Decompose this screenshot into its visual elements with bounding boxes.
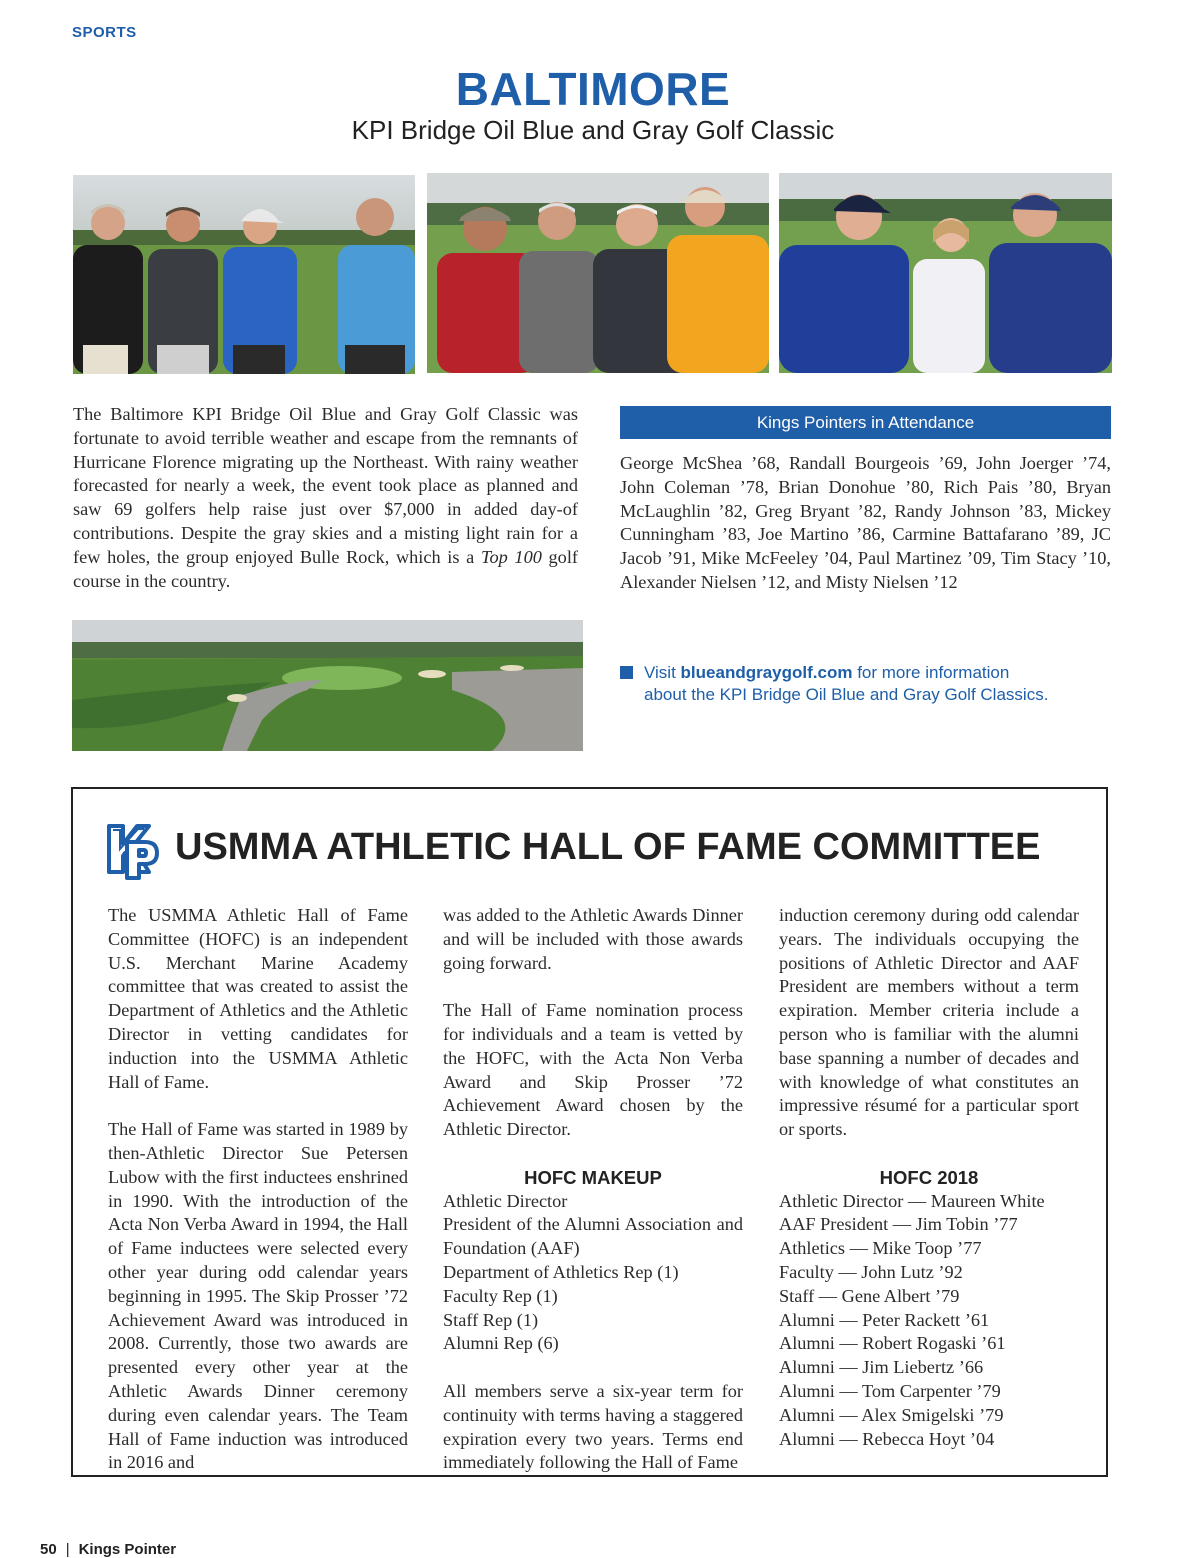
roster-item: Alumni — Jim Liebertz ’66: [779, 1357, 984, 1378]
list-item: Alumni Rep (6): [443, 1333, 559, 1354]
roster-item: Faculty — John Lutz ’92: [779, 1261, 963, 1282]
makeup-heading: HOFC MAKEUP: [524, 1166, 662, 1188]
intro-paragraph: The Baltimore KPI Bridge Oil Blue and Gray Golf Classic was fortunate to avoid terrible weather and escape from the remnants of Hurricane Florence migrating up the Northeast. With rainy weather forecasted for nearly a week, the event took place as planned and saw 69 golfers help raise just over $7,000 in added day-of contributions. Despite the gray skies and a misting light rain for a few holes, the group enjoyed Bulle Rock, which is a Top 100 golf course in the country.: [73, 404, 578, 591]
attendance-heading: Kings Pointers in Attendance: [620, 406, 1111, 439]
page-subtitle: KPI Bridge Oil Blue and Gray Golf Classic: [351, 115, 835, 145]
page-number: 50: [40, 1541, 57, 1558]
hof-column-1: [108, 904, 408, 1475]
photo-golfers-group-1: [73, 175, 415, 374]
page-footer: [40, 1541, 176, 1558]
list-item: Faculty Rep (1): [443, 1285, 558, 1306]
photo-golf-course: [72, 620, 583, 751]
section-label: SPORTS: [72, 24, 137, 41]
roster-item: Alumni — Alex Smigelski ’79: [779, 1404, 1004, 1425]
roster-item: Athletic Director — Maureen White: [779, 1190, 1045, 1211]
attendance-names: George McShea ’68, Randall Bourgeois ’69, John Joerger ’74, John Coleman ’78, Brian Donohue ’80, Rich Pais ’80, Bryan McLaughlin ’82, Greg Bryant ’82, Randy Johnson ’83, Mickey Cunningham ’83, Joe Martino ’86, Carmine Battafarano ’89, JC Jacob ’91, Mike McFeeley ’04, Paul Martinez ’09, Tim Stacy ’10, Alexander Nielsen ’12, and Misty Nielsen ’12: [620, 453, 1111, 592]
footer-divider: |: [65, 1541, 70, 1558]
roster-item: Alumni — Rebecca Hoyt ’04: [779, 1428, 995, 1449]
list-item: Department of Athletics Rep (1): [443, 1261, 679, 1282]
list-item: Athletic Director: [443, 1190, 568, 1211]
hof-title: USMMA ATHLETIC HALL OF FAME COMMITTEE: [175, 826, 1041, 868]
photo-golfers-group-2: [427, 173, 769, 373]
photo-golfers-group-3: [779, 173, 1112, 373]
roster-item: Alumni — Tom Carpenter ’79: [779, 1380, 1001, 1401]
kp-logo-icon: [107, 822, 159, 885]
list-item: Staff Rep (1): [443, 1309, 539, 1330]
hof-col2-para-3: All members serve a six-year term for continuity with terms having a staggered expiration every two years. Terms end immediately following the Hall of Fame: [443, 1380, 743, 1473]
list-item: President of the Alumni Association and Foundation (AAF): [443, 1214, 743, 1259]
hof-column-2: [443, 904, 743, 1475]
roster-item: Alumni — Peter Rackett ’61: [779, 1309, 990, 1330]
page-title: BALTIMORE: [455, 63, 731, 115]
roster-item: Athletics — Mike Toop ’77: [779, 1238, 982, 1259]
publication-name: Kings Pointer: [78, 1541, 177, 1558]
hof-col1-para-1: The USMMA Athletic Hall of Fame Committee (HOFC) is an independent U.S. Merchant Marine Academy committee that was created to assist the Department of Athletics and the Athletic Director in vetting candidates for induction into the USMMA Athletic Hall of Fame.: [108, 905, 408, 1092]
roster-item: Staff — Gene Albert ’79: [779, 1285, 960, 1306]
roster-item: Alumni — Robert Rogaski ’61: [779, 1333, 1006, 1354]
roster-item: AAF President — Jim Tobin ’77: [779, 1214, 1018, 1235]
hof-col2-para-1: was added to the Athletic Awards Dinner and will be included with those awards going forward.: [443, 905, 743, 973]
hof-col2-para-2: The Hall of Fame nomination process for individuals and a team is vetted by the HOFC, with the Acta Non Verba Award and Skip Prosser ’72 Achievement Award chosen by the Athletic Director.: [443, 1000, 743, 1140]
roster-heading: HOFC 2018: [879, 1166, 979, 1188]
hof-col3-para-1: induction ceremony during odd calendar years. The individuals occupying the positions of Athletic Director and AAF President are members without a term expiration. Member criteria include a person who is familiar with the alumni base spanning a number of decades and with knowledge of what constitutes an impressive résumé for a particular sport or sports.: [779, 905, 1079, 1140]
hof-col1-para-2: The Hall of Fame was started in 1989 by then-Athletic Director Sue Petersen Lubow with the first inductees enshrined in 1990. With the introduction of the Acta Non Verba Award in 1994, the Hall of Fame inductees were selected every other year during odd calendar years beginning in 1995. The Skip Prosser ’72 Achievement Award was introduced in 2008. Currently, those two awards are presented every other year at the Athletic Awards Dinner ceremony during even calendar years. The Team Hall of Fame induction was introduced in 2016 and: [108, 1119, 408, 1473]
hof-column-3: [779, 904, 1079, 1451]
website-link[interactable]: blueandgraygolf.com: [680, 663, 853, 682]
bullet-square-icon: [620, 666, 633, 679]
